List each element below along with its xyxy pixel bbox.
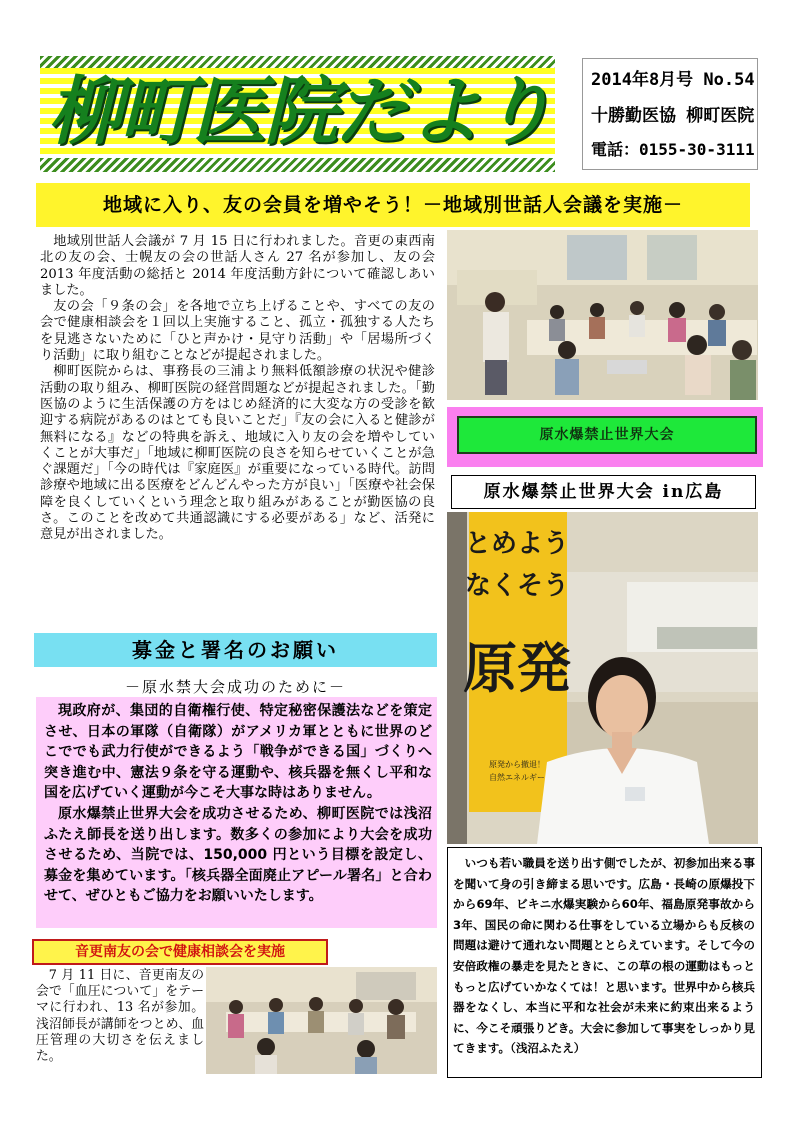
banner-text-3: 原発	[463, 636, 571, 700]
banner-text-1: とめよう	[464, 529, 570, 559]
meeting-photo	[447, 230, 758, 400]
fundraising-paragraph: 現政府が、集団的自衛権行使、特定秘密保護法などを策定させ、日本の軍隊（自衛隊）がアメリカ軍とともに世界のどこででも武力行使ができるよう「戦争ができる国」づくりへ突き進む中、憲法９条を守る運動や、核兵器を無くし平和な国を広げていく運動が今こそ大事な時はありません。	[44, 703, 432, 802]
health-meeting-text: 7 月 11 日に、音更南友の会で「血圧について」をテーマに行われ、13 名が参加。浅沼師長が講師をつとめ、血圧管理の大切さを伝えました。	[36, 968, 204, 1065]
fundraising-heading: 募金と署名のお願い	[34, 633, 437, 667]
health-meeting-heading: 音更南友の会で健康相談会を実施	[32, 939, 328, 965]
banner-small-2: 自然エネルギー	[489, 773, 545, 782]
meeting-article	[40, 234, 435, 544]
article-paragraph: 柳町医院からは、事務長の三浦より無料低額診療の状況や健診活動の取り組み、柳町医院の経営問題などが提起されました。「勤医協のように生活保護の方をはじめ経済的に大変な方の受診を歓迎する病院があるのはとても良いことだ」『友の会に入ると健診が無料になる』などの特典を訴え、地域に入り友の会を増やしていくことが大事だ」「地域に柳町医院の良さを知らせていくことが急ぐ課題だ」「今の時代は『家庭医』が重要になっている時代。訪問診療や地域に出る医療をどんどんやった方が良い」「医療や社会保障を良くしていくという理念と取り組みがあることが勤医協の良さ。このことを改めて共通認識にする必要がある」など、活発に意見が出されました。	[40, 364, 435, 543]
health-meeting-photo	[206, 967, 437, 1074]
masthead-stripe-bottom	[40, 158, 555, 172]
issue-number: 2014年8月号 No.54	[591, 70, 755, 90]
article-paragraph: 友の会「９条の会」を各地で立ち上げることや、すべての友の会で健康相談会を１回以上実施すること、孤立・孤独する人たちを見逃さないために「ひと声かけ・見守り活動」や「居場所づくり活動」に取り組むことなどが提起されました。	[40, 299, 435, 364]
fundraising-subtitle: －原水禁大会成功のために－	[124, 678, 346, 696]
fundraising-text	[44, 701, 432, 907]
article-paragraph: 地域別世話人会議が 7 月 15 日に行われました。音更の東西南北の友の会、士幌友の会の世話人さん 27 名が参加し、友の会 2013 年度活動の総括と 2014 年度活動方針について確認しあいました。	[40, 234, 435, 298]
health-meeting-article	[36, 968, 204, 1065]
fundraising-paragraph: 原水爆禁止世界大会を成功させるため、柳町医院では浅沼ふたえ師長を送り出します。数多くの参加により大会を成功させるため、当院では、150,000 円という目標を設定し、募金を集めています。「核兵器全面廃止アピール署名」と合わせて、ぜひともご協力をお願いいたします。	[44, 805, 432, 905]
clinic-phone: 電話：0155-30-3111	[591, 140, 755, 159]
banner-text-2: なくそう	[464, 571, 570, 601]
clinic-name: 十勝勤医協 柳町医院	[591, 106, 755, 126]
nurse-quote-text: いつも若い職員を送り出す側でしたが、初参加出来る事を聞いて身の引き締まる思いです。広島・長崎の原爆投下から69年、ビキニ水爆実験から60年、福島原発事故から3年、国民の命に関わる仕事をしている立場からも反核の問題は避けて通れない問題ととらえています。そして今の安倍政権の暴走を見たときに、この草の根の運動はもっともっと広げていかなくては！と思います。世界中から核兵器をなくし、本当に平和な社会が未来に約束出来るように、今こそ頑張りどき。大会に参加して事実をしっかり見てきます。（浅沼ふたえ）	[453, 856, 755, 1056]
conference-label: 原水爆禁止世界大会	[457, 416, 757, 454]
issue-info-box	[582, 58, 758, 170]
nurse-quote	[453, 853, 755, 1059]
nurse-photo	[447, 512, 758, 844]
hiroshima-title: 原水爆禁止世界大会 in広島	[451, 475, 756, 509]
newsletter-title: 柳町医院だより	[48, 69, 552, 155]
main-headline: 地域に入り、友の会員を増やそう！－地域別世話人会議を実施－	[36, 183, 750, 227]
banner-small-1: 原発から撤退！	[489, 760, 545, 769]
